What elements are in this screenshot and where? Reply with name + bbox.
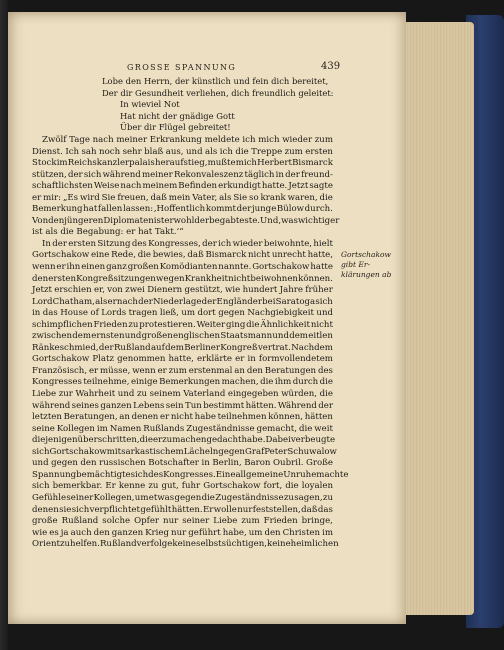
verse-line: Lobe den Herrn, der künstlich und fein dich bereitet,	[102, 76, 329, 86]
verse-block	[102, 76, 342, 134]
text-line: letzten Beratungen, an denen er nicht habe teilnehmen können, hätten	[32, 412, 333, 423]
text-line: schaftlichsten Weise nach meinem Befinden erkundigt hatte. Jetzt sagte	[32, 181, 333, 192]
text-line: seine Kollegen im Namen Rußlands Zugeständnisse gemacht, die weit	[32, 423, 333, 434]
text-line: In der ersten Sitzung des Kongresses, der ich wieder beiwohnte, hielt	[42, 238, 333, 249]
margin-note-line: Gortschakow	[341, 250, 391, 259]
text-line: in das House of Lords tragen ließ, um dort gegen Nachgiebigkeit und	[32, 308, 333, 319]
body-text	[32, 135, 349, 551]
text-line: und gegen den russischen Botschafter in Berlin, Baron Oubril. Große	[32, 458, 333, 469]
verse-line: In wieviel Not	[120, 99, 180, 109]
text-line: große Rußland solche Opfer nur seiner Liebe zum Frieden bringe,	[32, 516, 333, 527]
text-line: er mir: „Es wird Sie freuen, daß mein Vater, als Sie so krank waren, die	[32, 192, 333, 203]
text-line: Ränkeschmied, der Rußland auf dem Berliner Kongreß vertrat. Nachdem	[32, 342, 333, 353]
text-line: Gortschakow Platz genommen hatte, erklärte er in formvollendetem	[32, 354, 333, 365]
running-head: GROSSE SPANNUNG	[127, 63, 237, 72]
text-line: Stock im Reichskanzlerpalais heraufstieg, mußte mich Herbert Bismarck	[32, 158, 333, 169]
text-line: Von den jüngeren Diplomaten ist er wohl der begabteste. Und, was wichtiger	[32, 215, 340, 226]
text-line: ist als die Begabung: er hat Takt.‘“	[32, 227, 184, 238]
text-line: stützen, der sich während meiner Rekonvaleszenz täglich in der freund-	[32, 169, 333, 180]
text-line: sich Gortschakow mit sarkastischem Lächeln gegen Graf Peter Schuwalow	[32, 446, 337, 457]
book-cover-left	[0, 0, 8, 650]
text-line: wie es ja auch den ganzen Krieg nur geführt habe, um den Christen im	[32, 527, 333, 538]
text-line: denen sie sich verpflichtet gefühlt hätten. Er wolle nur feststellen, daß das	[32, 504, 333, 515]
text-line: diejenigen überschritten, die er zu machen gedacht habe. Dabei verbeugte	[32, 435, 336, 446]
text-line: Kongresses teilnehme, einige Bemerkungen machen, die ihm durch die	[32, 377, 333, 388]
text-line: Gefühle seiner Kollegen, um etwas gegen die Zugeständnisse zu sagen, zu	[32, 492, 333, 503]
text-line: den ersten Kongreßsitzungen wegen Krankheit nicht beiwohnen können.	[32, 273, 333, 284]
page-number: 439	[321, 61, 341, 72]
text-line: wenn er ihn einen ganz großen Komödianten nannte. Gortschakow hatte	[32, 262, 333, 273]
text-line: Bemerkung hat fallen lassen: ‚Hoffentlich kommt der junge Bülow durch.	[32, 204, 333, 215]
text-line: während seines ganzen Lebens sein Tun bestimmt hätten. Während der	[32, 400, 333, 411]
text-line: schimpflichen Frieden zu protestieren. Weiter ging die Ähnlichkeit nicht	[32, 319, 333, 330]
text-line: Dienst. Ich sah noch sehr blaß aus, und als ich die Treppe zum ersten	[32, 146, 333, 157]
text-line: Lord Chatham, als er nach der Niederlage der Engländer bei Saratoga sich	[32, 296, 333, 307]
verse-line: Hat nicht der gnädige Gott	[120, 110, 235, 121]
margin-note-line: klärungen ab	[341, 270, 392, 279]
text-line: sich bemerkbar. Er kenne zu gut, fuhr Gortschakow fort, die loyalen	[32, 481, 333, 492]
verse-line: Über dir Flügel gebreitet!	[120, 122, 231, 132]
text-line: Jetzt erschien er, von zwei Dienern gestützt, wie hundert Jahre früher	[32, 285, 333, 296]
text-line: zwischen dem ernsten und großen englischen Staatsmann und dem eitlen	[32, 331, 333, 342]
text-line: Französisch, er müsse, wenn er zum erstenmal an den Beratungen des	[32, 365, 333, 376]
margin-note-line: gibt Er-	[341, 260, 370, 269]
text-line: Liebe zur Wahrheit und zu seinem Vaterland eingegeben würden, die	[32, 389, 333, 400]
text-line: Orient zu helfen. Rußland verfolge keine selbstsüchtigen, keine heimlichen	[32, 539, 339, 550]
verse-line: Der dir Gesundheit verliehen, dich freundlich geleitet:	[102, 87, 334, 98]
text-line: Spannung bemächtigte sich des Kongresses. Eine allgemeine Unruhe machte	[32, 469, 349, 480]
text-line: Zwölf Tage nach meiner Erkrankung meldete ich mich wieder zum	[42, 135, 333, 145]
margin-note	[341, 250, 401, 280]
text-line: Gortschakow eine Rede, die bewies, daß Bismarck nicht unrecht hatte,	[32, 250, 333, 261]
